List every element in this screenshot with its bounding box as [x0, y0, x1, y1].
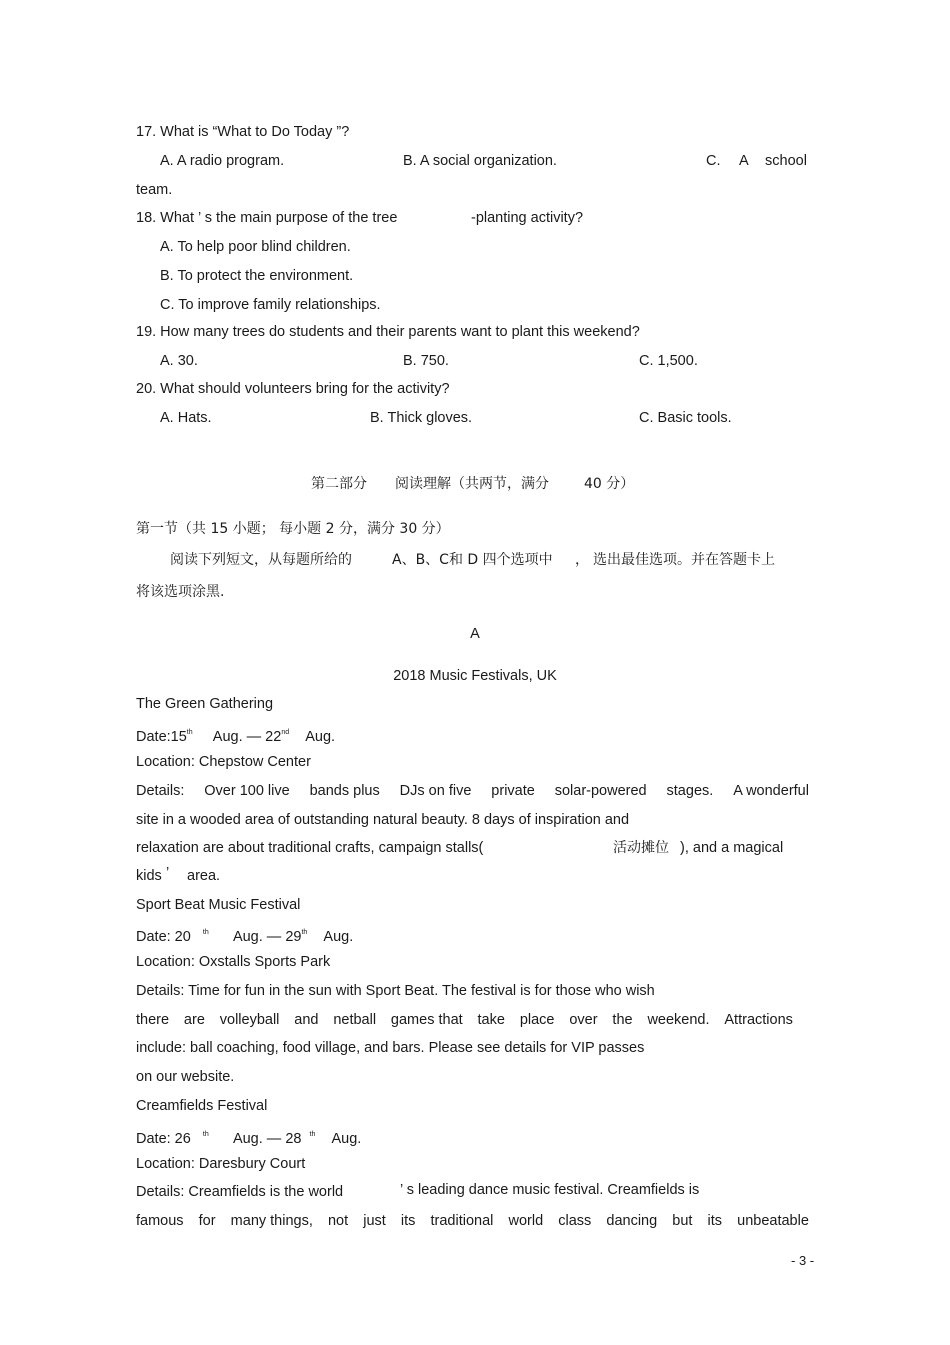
- word: volleyball: [219, 1012, 280, 1028]
- fest3-date-month: Aug.: [331, 1131, 362, 1147]
- word: games that: [390, 1012, 463, 1028]
- fest1-details-line4a: kids: [136, 868, 162, 884]
- q17-stem: 17. What is “What to Do Today ”?: [136, 124, 350, 140]
- word: not: [327, 1213, 349, 1229]
- word: over: [569, 1012, 598, 1028]
- fest2-date-end: Aug. — 29: [232, 929, 302, 945]
- word: the: [612, 1012, 633, 1028]
- word: unbeatable: [737, 1213, 809, 1229]
- word: Over 100 live: [204, 783, 290, 799]
- word: are: [183, 1012, 205, 1028]
- fest3-date-suffix1: th: [202, 1131, 209, 1138]
- word: private: [491, 783, 535, 799]
- fest2-date: [136, 924, 353, 946]
- fest3-date-suffix2: th: [309, 1131, 316, 1138]
- word: stages.: [666, 783, 714, 799]
- word: but: [672, 1213, 693, 1229]
- word: DJs on five: [399, 783, 472, 799]
- q17-option-c-article: A: [739, 153, 749, 169]
- fest2-date-suffix1: th: [202, 929, 209, 936]
- word: for: [198, 1213, 216, 1229]
- instructions-part1: 阅读下列短文，从每题所给的: [170, 552, 352, 568]
- fest3-location: Location: Daresbury Court: [136, 1156, 306, 1172]
- fest2-details-line1: Details: Time for fun in the sun with Sport Beat. The festival is for those who wish: [136, 983, 655, 999]
- word: there: [136, 1012, 170, 1028]
- word: Details:: [136, 783, 185, 799]
- q20-stem: 20. What should volunteers bring for the activity?: [136, 381, 450, 397]
- fest1-date: [136, 724, 335, 746]
- q17-option-c-letter: C.: [706, 153, 721, 169]
- q17-option-a: A. A radio program.: [160, 153, 285, 169]
- passage-title: 2018 Music Festivals, UK: [393, 668, 557, 684]
- fest1-details-line1: [136, 782, 809, 800]
- fest3-date: [136, 1126, 361, 1148]
- word: class: [558, 1213, 592, 1229]
- fest1-details-line3a: relaxation are about traditional crafts, campaign stalls(: [136, 840, 484, 856]
- word: its: [400, 1213, 416, 1229]
- word: world: [508, 1213, 544, 1229]
- q18-option-c: C. To improve family relationships.: [160, 297, 381, 313]
- word: and: [294, 1012, 319, 1028]
- q20-option-b: B. Thick gloves.: [370, 410, 473, 426]
- word: take: [477, 1012, 505, 1028]
- fest2-name: Sport Beat Music Festival: [136, 897, 301, 913]
- fest2-details-line4: on our website.: [136, 1069, 235, 1085]
- fest3-details-line2: [136, 1212, 809, 1230]
- fest2-location: Location: Oxstalls Sports Park: [136, 954, 331, 970]
- word: traditional: [430, 1213, 494, 1229]
- fest1-date-suffix1: th: [186, 729, 193, 736]
- fest1-details-line2: site in a wooded area of outstanding natural beauty. 8 days of inspiration and: [136, 812, 630, 828]
- fest1-name: The Green Gathering: [136, 696, 274, 712]
- q18-option-b: B. To protect the environment.: [160, 268, 354, 284]
- instructions-part5: 将该选项涂黑.: [136, 584, 225, 600]
- fest1-details-apostrophe: ’: [166, 865, 170, 881]
- section1-heading: 第一节（共 15 小题； 每小题 2 分，满分 30 分）: [136, 521, 450, 537]
- word: its: [707, 1213, 723, 1229]
- fest3-name: Creamfields Festival: [136, 1098, 268, 1114]
- q17-option-c-word: school: [765, 153, 807, 169]
- fest3-date-end: Aug. — 28: [232, 1131, 302, 1147]
- fest2-date-month: Aug.: [323, 929, 354, 945]
- q17-option-b: B. A social organization.: [403, 153, 557, 169]
- fest2-date-start: Date: 20: [136, 929, 191, 945]
- fest2-date-suffix2: th: [301, 929, 308, 936]
- q19-option-c: C. 1,500.: [639, 353, 698, 369]
- page-number: - 3 -: [791, 1253, 815, 1268]
- instructions-part2: A、B、C和 D 四个选项中: [392, 552, 553, 568]
- passage-letter: A: [470, 626, 480, 642]
- word: solar-powered: [554, 783, 647, 799]
- word: famous: [136, 1213, 184, 1229]
- part2-title-score: 40 分）: [584, 476, 635, 492]
- q20-option-a: A. Hats.: [160, 410, 212, 426]
- fest1-details-chinese-gloss: 活动摊位: [613, 840, 669, 856]
- word: place: [519, 1012, 555, 1028]
- part2-title-main: 阅读理解（共两节，满分: [395, 476, 549, 492]
- fest3-details-line1a: Details: Creamfields is the world: [136, 1184, 344, 1200]
- fest1-date-month: Aug.: [305, 729, 336, 745]
- q19-stem: 19. How many trees do students and their parents want to plant this weekend?: [136, 324, 640, 340]
- instructions-part4: 选出最佳选项。并在答题卡上: [593, 552, 775, 568]
- q18-stem-part2: -planting activity?: [471, 210, 584, 226]
- fest3-date-start: Date: 26: [136, 1131, 191, 1147]
- fest1-date-end: Aug. — 22: [212, 729, 282, 745]
- word: bands plus: [309, 783, 380, 799]
- word: just: [363, 1213, 386, 1229]
- word: weekend.: [647, 1012, 710, 1028]
- q19-option-b: B. 750.: [403, 353, 449, 369]
- fest1-details-line3b: ), and a magical: [680, 840, 784, 856]
- fest1-date-suffix2: nd: [281, 729, 290, 736]
- fest1-date-start: Date:15: [136, 729, 187, 745]
- word: many things,: [230, 1213, 313, 1229]
- word: A wonderful: [733, 783, 809, 799]
- fest2-details-line2: [136, 1011, 793, 1029]
- fest1-location: Location: Chepstow Center: [136, 754, 311, 770]
- word: Attractions: [724, 1012, 793, 1028]
- part2-title-label: 第二部分: [311, 476, 367, 492]
- fest3-details-line1b: ’ s leading dance music festival. Creamfields is: [400, 1182, 700, 1198]
- q17-option-c-continued: team.: [136, 182, 173, 198]
- fest2-details-line3: include: ball coaching, food village, and bars. Please see details for VIP passes: [136, 1040, 645, 1056]
- word: netball: [333, 1012, 377, 1028]
- fest1-details-line4b: area.: [187, 868, 221, 884]
- q19-option-a: A. 30.: [160, 353, 198, 369]
- word: dancing: [606, 1213, 658, 1229]
- q20-option-c: C. Basic tools.: [639, 410, 732, 426]
- q18-option-a: A. To help poor blind children.: [160, 239, 351, 255]
- q18-stem-part1: 18. What ’ s the main purpose of the tree: [136, 210, 398, 226]
- instructions-part3: ，: [575, 552, 589, 568]
